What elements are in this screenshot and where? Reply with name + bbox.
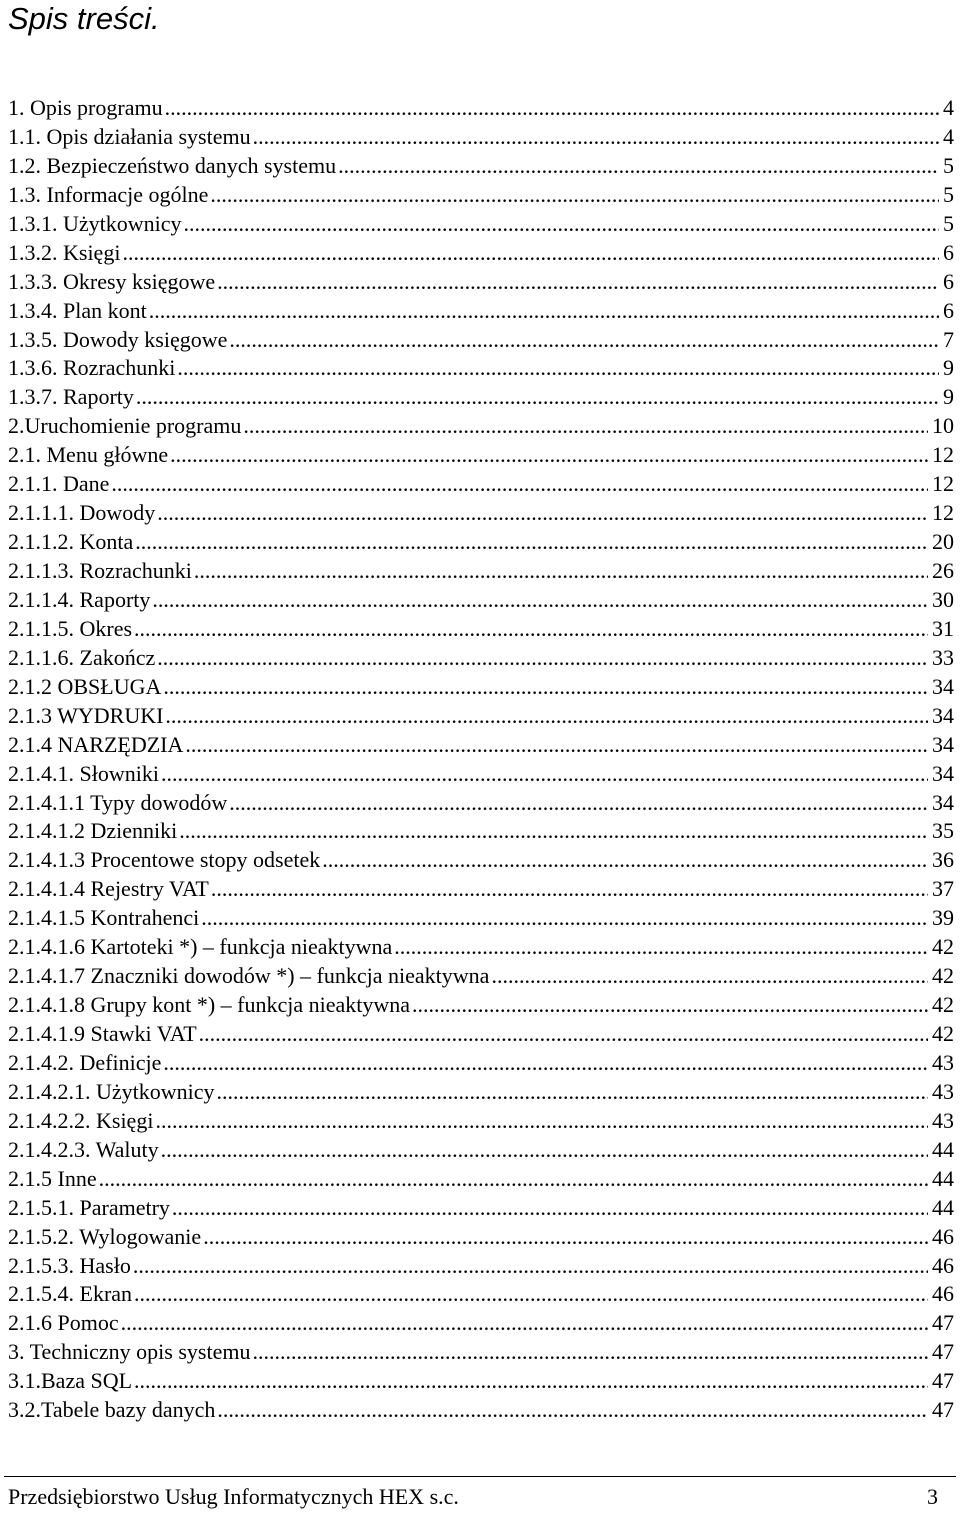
toc-entry-title: 1.3.5. Dowody księgowe (8, 326, 228, 352)
toc-dot-leader (217, 268, 939, 297)
toc-entry-title: 2.1.4.2.2. Księgi (8, 1107, 154, 1133)
toc-entry-page: 44 (932, 1165, 954, 1191)
toc-entry[interactable] (8, 268, 954, 297)
toc-entry-title: 1.1. Opis działania systemu (8, 123, 251, 149)
page-title: Spis treści. (8, 1, 160, 36)
toc-entry-title: 2.1.1. Dane (8, 471, 110, 497)
toc-entry[interactable] (8, 702, 954, 731)
toc-entry[interactable] (8, 615, 954, 644)
toc-entry-page: 7 (943, 326, 954, 352)
toc-entry[interactable] (8, 731, 954, 760)
toc-entry-page: 47 (932, 1310, 954, 1336)
toc-entry-page: 31 (932, 615, 954, 641)
toc-entry[interactable] (8, 470, 954, 499)
toc-entry-page: 34 (932, 760, 954, 786)
toc-entry-page: 4 (943, 95, 954, 120)
toc-entry-title: 2.1.4.1. Słowniki (8, 760, 159, 786)
toc-dot-leader (163, 1049, 928, 1078)
toc-entry[interactable] (8, 499, 954, 528)
toc-dot-leader (161, 760, 928, 789)
toc-entry-page: 44 (932, 1194, 954, 1220)
toc-entry-title: 1. Opis programu (8, 95, 163, 120)
toc-dot-leader (134, 1367, 928, 1396)
toc-entry-page: 46 (932, 1252, 954, 1278)
toc-entry[interactable] (8, 181, 954, 210)
toc-entry-page: 43 (932, 1107, 954, 1133)
footer-divider (4, 1476, 956, 1477)
toc-entry[interactable] (8, 1338, 954, 1367)
toc-entry[interactable] (8, 586, 954, 615)
toc-entry[interactable] (8, 354, 954, 383)
toc-dot-leader (210, 181, 939, 210)
toc-entry-title: 2.1.1.5. Okres (8, 615, 133, 641)
toc-entry-page: 9 (943, 384, 954, 410)
toc-entry[interactable] (8, 210, 954, 239)
table-of-contents (8, 94, 954, 1425)
toc-dot-leader (217, 1396, 928, 1425)
toc-dot-leader (229, 789, 928, 818)
toc-entry[interactable] (8, 383, 954, 412)
toc-dot-leader (185, 731, 928, 760)
toc-entry-title: 2.1.4.1.9 Stawki VAT (8, 1021, 197, 1046)
toc-entry-page: 4 (943, 123, 954, 149)
toc-entry-page: 35 (932, 818, 954, 844)
toc-entry[interactable] (8, 152, 954, 181)
toc-entry[interactable] (8, 644, 954, 673)
toc-dot-leader (135, 528, 928, 557)
toc-entry-page: 42 (932, 1021, 954, 1046)
toc-entry-title: 2.1.3 WYDRUKI (8, 702, 164, 728)
toc-entry-title: 2.1.5 Inne (8, 1165, 97, 1191)
toc-entry-page: 20 (932, 529, 954, 555)
toc-entry-title: 2.1.4.2.1. Użytkownicy (8, 1078, 215, 1104)
toc-dot-leader (122, 239, 939, 268)
toc-entry-page: 37 (932, 876, 954, 902)
toc-entry[interactable] (8, 557, 954, 586)
toc-entry-title: 1.3.7. Raporty (8, 384, 134, 410)
toc-entry[interactable] (8, 412, 954, 441)
toc-entry-title: 2.1.1.3. Rozrachunki (8, 558, 192, 583)
toc-dot-leader (157, 499, 928, 528)
toc-entry-title: 2.1.4.1.3 Procentowe stopy odsetek (8, 847, 321, 873)
toc-entry-title: 3.2.Tabele bazy danych (8, 1397, 216, 1423)
toc-dot-leader (322, 846, 928, 875)
toc-dot-leader (133, 1252, 928, 1281)
toc-entry-title: 2.1.1.6. Zakończ (8, 644, 156, 670)
toc-entry-page: 6 (943, 239, 954, 265)
toc-entry[interactable] (8, 1020, 954, 1049)
toc-dot-leader (184, 210, 939, 239)
toc-entry-page: 39 (932, 905, 954, 931)
toc-entry-page: 12 (932, 471, 954, 497)
toc-dot-leader (121, 1309, 928, 1338)
toc-entry-title: 1.3. Informacje ogólne (8, 181, 209, 207)
toc-entry[interactable] (8, 789, 954, 818)
toc-entry[interactable] (8, 123, 954, 152)
toc-dot-leader (111, 470, 928, 499)
toc-dot-leader (161, 1136, 928, 1165)
toc-entry[interactable] (8, 1194, 954, 1223)
toc-entry-title: 2.1.4.1.1 Typy dowodów (8, 789, 228, 815)
toc-entry-title: 2.1.4.1.7 Znaczniki dowodów *) – funkcja nieaktywna (8, 963, 490, 989)
toc-dot-leader (165, 94, 939, 123)
toc-dot-leader (157, 644, 928, 673)
toc-entry-title: 2.1.1.2. Konta (8, 529, 134, 555)
toc-entry-title: 2.1.2 OBSŁUGA (8, 673, 162, 699)
toc-dot-leader (243, 412, 928, 441)
toc-entry-page: 34 (932, 673, 954, 699)
toc-dot-leader (203, 1223, 928, 1252)
toc-entry-page: 6 (943, 297, 954, 323)
toc-entry[interactable] (8, 1280, 954, 1309)
toc-entry[interactable] (8, 1165, 954, 1194)
toc-entry[interactable] (8, 239, 954, 268)
toc-entry-page: 34 (932, 731, 954, 757)
toc-entry-page: 43 (932, 1049, 954, 1075)
toc-entry-title: 3.1.Baza SQL (8, 1368, 133, 1394)
toc-entry[interactable] (8, 673, 954, 702)
toc-entry-title: 2.1. Menu główne (8, 442, 169, 468)
toc-entry[interactable] (8, 1396, 954, 1425)
toc-dot-leader (170, 441, 928, 470)
toc-entry[interactable] (8, 1078, 954, 1107)
toc-dot-leader (177, 354, 939, 383)
toc-entry-title: 1.3.4. Plan kont (8, 297, 147, 323)
toc-entry-page: 36 (932, 847, 954, 873)
toc-dot-leader (252, 1338, 928, 1367)
toc-entry[interactable] (8, 962, 954, 991)
toc-dot-leader (217, 1078, 928, 1107)
toc-entry[interactable] (8, 297, 954, 326)
toc-dot-leader (338, 152, 939, 181)
toc-entry-page: 5 (943, 210, 954, 236)
toc-entry-page: 47 (932, 1397, 954, 1423)
toc-entry[interactable] (8, 441, 954, 470)
toc-entry[interactable] (8, 760, 954, 789)
toc-dot-leader (253, 123, 939, 152)
toc-entry-page: 6 (943, 268, 954, 294)
toc-entry[interactable] (8, 1367, 954, 1396)
toc-dot-leader (152, 586, 928, 615)
toc-entry-title: 2.1.1.1. Dowody (8, 500, 156, 526)
toc-entry-page: 42 (932, 963, 954, 989)
toc-dot-leader (412, 991, 928, 1020)
toc-dot-leader (491, 962, 928, 991)
toc-entry-page: 26 (932, 558, 954, 583)
toc-entry-title: 2.1.5.4. Ekran (8, 1281, 133, 1307)
footer-company-name: Przedsiębiorstwo Usług Informatycznych HEX s.c. (8, 1484, 459, 1509)
toc-entry-title: 2.1.4.2. Definicje (8, 1049, 162, 1075)
toc-entry-title: 1.3.3. Okresy księgowe (8, 268, 216, 294)
toc-entry[interactable] (8, 991, 954, 1020)
toc-entry-title: 2.1.4.2.3. Waluty (8, 1136, 159, 1162)
toc-dot-leader (134, 615, 928, 644)
toc-entry-page: 12 (932, 500, 954, 526)
toc-entry-page: 46 (932, 1223, 954, 1249)
toc-entry[interactable] (8, 1049, 954, 1078)
toc-entry[interactable] (8, 933, 954, 962)
toc-entry[interactable] (8, 904, 954, 933)
toc-entry-title: 1.3.6. Rozrachunki (8, 355, 176, 381)
toc-entry-title: 2.1.4.1.5 Kontrahenci (8, 905, 200, 931)
toc-entry-page: 5 (943, 152, 954, 178)
toc-entry-page: 5 (943, 181, 954, 207)
toc-dot-leader (165, 702, 928, 731)
toc-entry-page: 42 (932, 992, 954, 1018)
toc-entry-page: 44 (932, 1136, 954, 1162)
toc-entry[interactable] (8, 875, 954, 904)
toc-dot-leader (199, 1020, 928, 1049)
toc-entry-title: 2.1.5.2. Wylogowanie (8, 1223, 202, 1249)
toc-entry-page: 30 (932, 586, 954, 612)
toc-entry-title: 2.1.4.1.2 Dzienniki (8, 818, 178, 844)
toc-entry[interactable] (8, 1223, 954, 1252)
toc-entry-title: 2.1.5.1. Parametry (8, 1194, 170, 1220)
toc-entry-page: 12 (932, 442, 954, 468)
toc-entry-title: 2.1.4.1.6 Kartoteki *) – funkcja nieaktywna (8, 934, 393, 960)
toc-entry-page: 9 (943, 355, 954, 381)
toc-entry[interactable] (8, 326, 954, 355)
toc-dot-leader (394, 933, 928, 962)
toc-entry-page: 10 (932, 413, 954, 439)
toc-entry-title: 2.Uruchomienie programu (8, 413, 242, 439)
toc-dot-leader (172, 1194, 928, 1223)
toc-entry-title: 2.1.6 Pomoc (8, 1310, 119, 1336)
toc-entry-title: 3. Techniczny opis systemu (8, 1339, 251, 1365)
toc-entry[interactable] (8, 846, 954, 875)
toc-entry[interactable] (8, 94, 954, 123)
toc-entry-page: 33 (932, 644, 954, 670)
toc-entry-title: 2.1.4.1.8 Grupy kont *) – funkcja nieaktywna (8, 992, 411, 1018)
toc-entry[interactable] (8, 528, 954, 557)
toc-entry-page: 47 (932, 1339, 954, 1365)
toc-entry-title: 2.1.4 NARZĘDZIA (8, 731, 184, 757)
footer-page-number: 3 (927, 1484, 938, 1509)
toc-dot-leader (155, 1107, 928, 1136)
toc-dot-leader (201, 904, 928, 933)
toc-entry-page: 47 (932, 1368, 954, 1394)
toc-dot-leader (163, 673, 928, 702)
toc-entry-title: 2.1.4.1.4 Rejestry VAT (8, 876, 209, 902)
toc-entry-title: 1.2. Bezpieczeństwo danych systemu (8, 152, 337, 178)
toc-entry-title: 2.1.1.4. Raporty (8, 586, 151, 612)
toc-dot-leader (229, 326, 939, 355)
toc-dot-leader (99, 1165, 928, 1194)
toc-entry[interactable] (8, 1252, 954, 1281)
toc-entry-page: 34 (932, 789, 954, 815)
toc-entry[interactable] (8, 817, 954, 846)
toc-dot-leader (211, 875, 928, 904)
toc-entry-page: 46 (932, 1281, 954, 1307)
toc-dot-leader (134, 1280, 928, 1309)
toc-entry-title: 1.3.2. Księgi (8, 239, 121, 265)
toc-entry-page: 42 (932, 934, 954, 960)
toc-entry-title: 2.1.5.3. Hasło (8, 1252, 131, 1278)
toc-entry-title: 1.3.1. Użytkownicy (8, 210, 182, 236)
toc-entry[interactable] (8, 1107, 954, 1136)
toc-dot-leader (179, 817, 928, 846)
toc-entry-page: 43 (932, 1078, 954, 1104)
toc-entry-page: 34 (932, 702, 954, 728)
toc-dot-leader (149, 297, 939, 326)
toc-entry[interactable] (8, 1136, 954, 1165)
toc-dot-leader (194, 557, 928, 586)
toc-entry[interactable] (8, 1309, 954, 1338)
toc-dot-leader (136, 383, 939, 412)
